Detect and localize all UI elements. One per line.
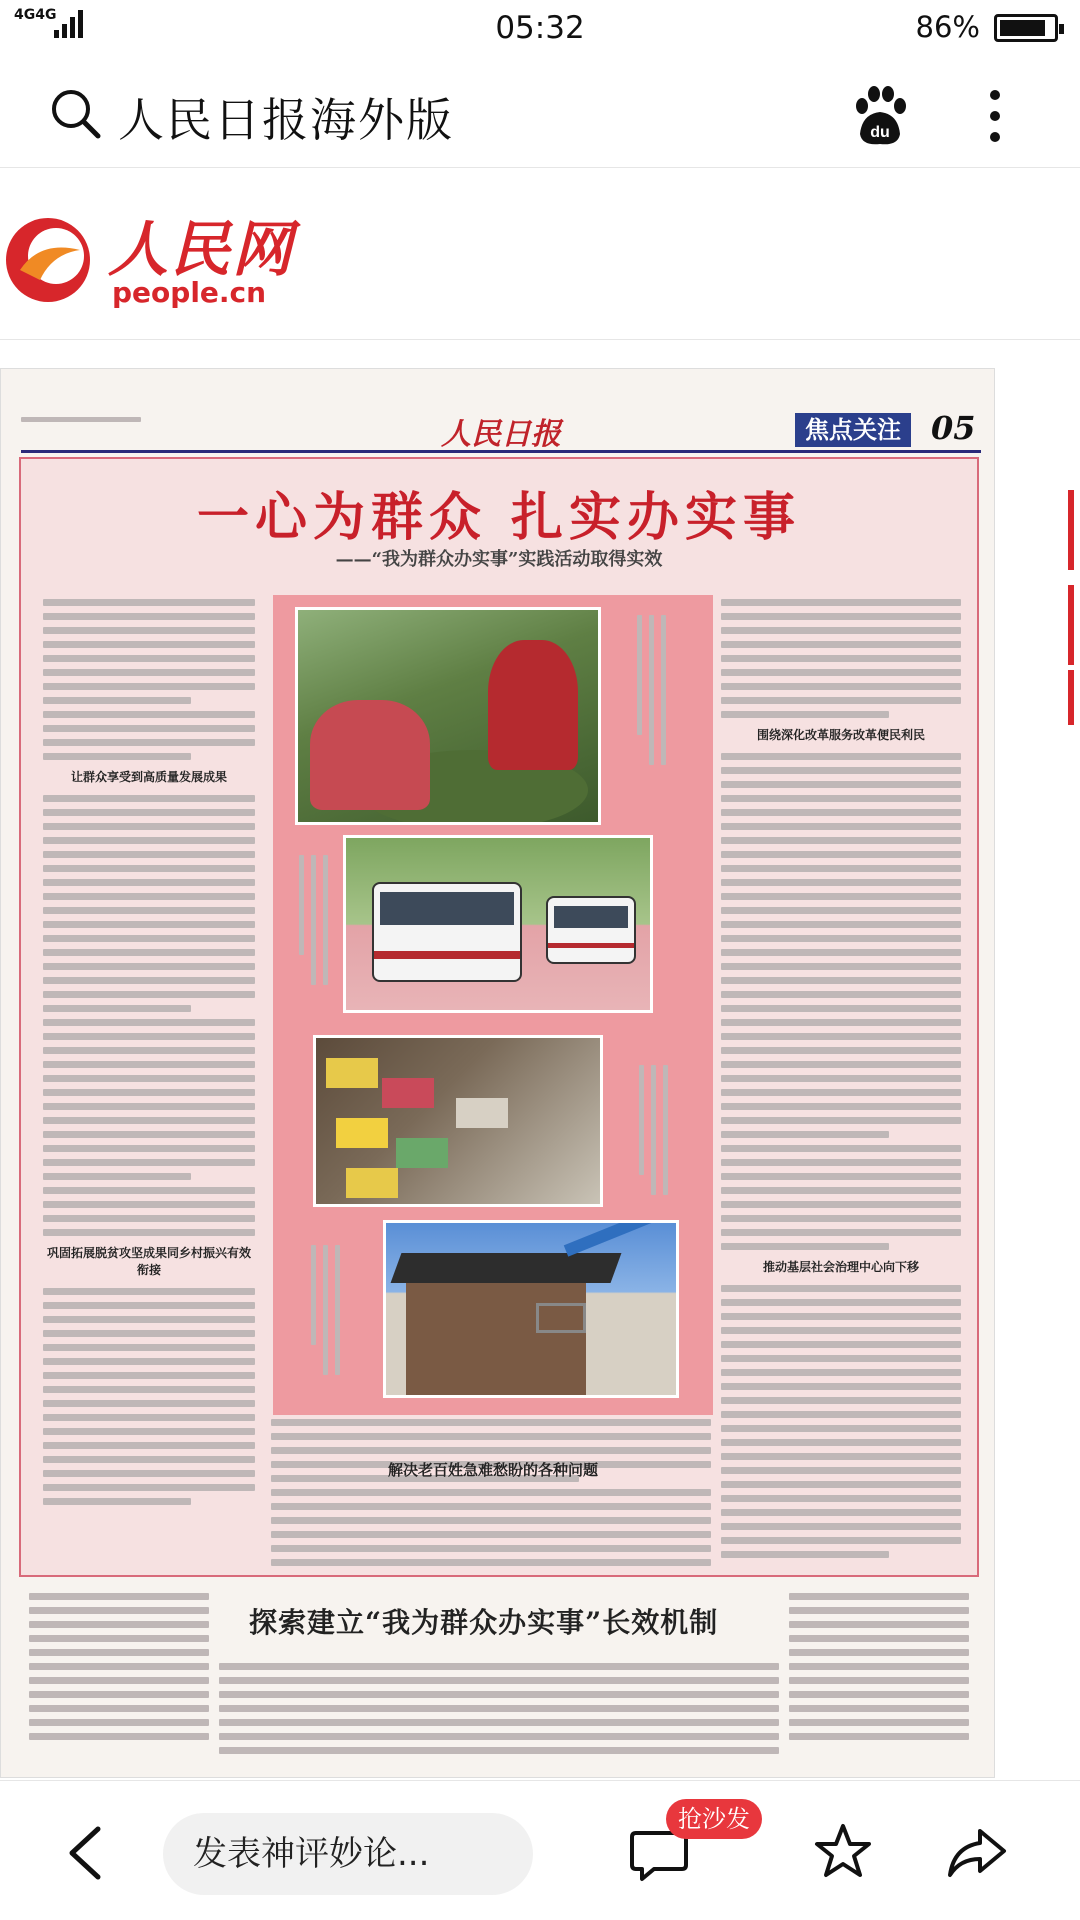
photo-buses <box>343 835 653 1013</box>
page-number: 05 <box>931 409 976 447</box>
network-type: 4G4G <box>14 7 57 23</box>
section-label: 焦点关注 <box>795 413 911 447</box>
second-article-left-column <box>29 1593 209 1747</box>
photo-farmers-harvest <box>295 607 601 825</box>
status-bar <box>0 0 1080 56</box>
newspaper-page[interactable] <box>0 368 995 1778</box>
second-article <box>19 1593 979 1773</box>
svg-text:du: du <box>870 124 890 141</box>
photo-caption-3 <box>635 1065 671 1215</box>
newspaper-date-line <box>21 417 141 429</box>
article-left-column <box>43 599 255 1512</box>
left-subhead-2: 巩固拓展脱贫攻坚成果同乡村振兴有效衔接 <box>46 1246 251 1277</box>
newspaper-masthead: 人民日报 <box>441 417 561 452</box>
back-icon[interactable] <box>60 1825 110 1881</box>
photo-collage <box>273 595 713 1415</box>
edge-marker <box>1068 585 1074 665</box>
edge-marker <box>1068 490 1074 570</box>
search-icon[interactable] <box>48 86 102 140</box>
site-logo-name[interactable]: 人民网 <box>108 215 294 285</box>
right-subhead-2: 推动基层社会治理中心向下移 <box>762 1260 919 1274</box>
comment-input[interactable]: 发表神评妙论... <box>163 1813 533 1895</box>
newspaper-header <box>21 409 981 453</box>
people-logo-icon[interactable] <box>0 210 100 310</box>
article-right-column <box>721 599 961 1565</box>
photo-caption-2 <box>295 855 331 1005</box>
more-vertical-icon[interactable] <box>980 84 1010 148</box>
photo-market <box>313 1035 603 1207</box>
battery-icon <box>994 14 1058 42</box>
second-article-headline: 探索建立“我为群众办实事”长效机制 <box>249 1606 719 1639</box>
second-article-right-column <box>789 1593 969 1747</box>
article-headline: 一心为群众 扎实办实事 <box>196 487 802 548</box>
site-logo-domain[interactable]: people.cn <box>112 276 267 309</box>
right-subhead-1: 围绕深化改革服务改革便民利民 <box>756 728 925 742</box>
battery-level-fill <box>1000 20 1045 36</box>
bottom-action-bar <box>0 1780 1080 1920</box>
second-article-body <box>219 1663 779 1761</box>
search-query[interactable]: 人民日报海外版 <box>118 93 454 147</box>
edge-marker <box>1068 670 1074 725</box>
left-subhead-1: 让群众享受到高质量发展成果 <box>70 770 227 784</box>
search-bar <box>0 56 1080 168</box>
feature-article <box>19 457 979 1577</box>
bottom-subhead: 解决老百姓急难愁盼的各种问题 <box>387 1461 598 1479</box>
site-logo-band <box>0 168 1080 340</box>
battery-percent: 86% <box>915 10 980 44</box>
photo-caption-4 <box>307 1245 343 1395</box>
share-icon[interactable] <box>946 1821 1008 1883</box>
photo-building-repair <box>383 1220 679 1398</box>
clock: 05:32 <box>495 10 585 46</box>
star-icon[interactable] <box>812 1821 874 1883</box>
photo-caption-1 <box>633 615 669 795</box>
article-bottom-column-2 <box>271 1489 711 1573</box>
comment-badge[interactable]: 抢沙发 <box>666 1799 762 1839</box>
article-subheadline: ——“我为群众办实事”实践活动取得实效 <box>335 549 663 570</box>
baidu-paw-icon[interactable] <box>848 84 912 148</box>
